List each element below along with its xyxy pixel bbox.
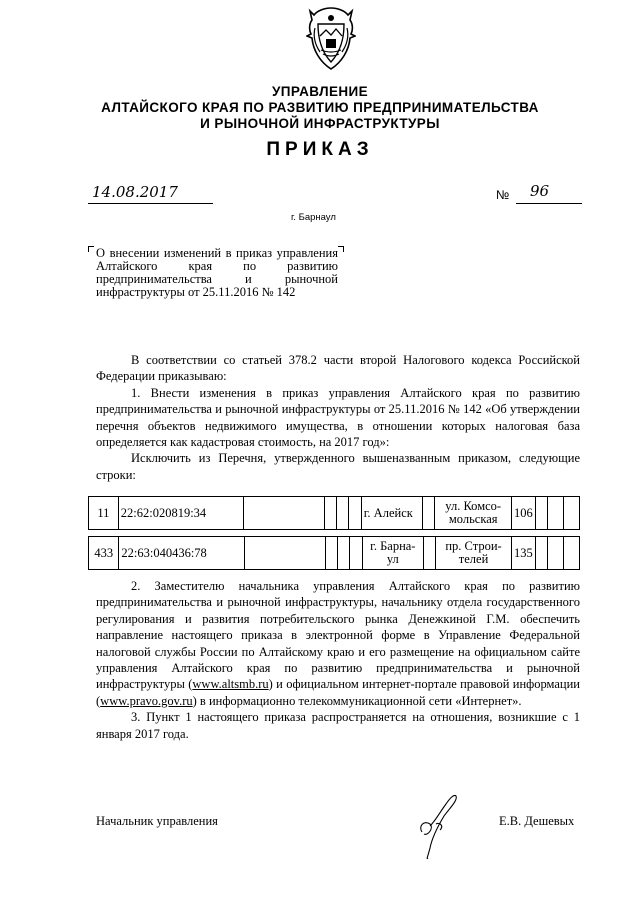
handwritten-signature <box>400 786 480 866</box>
empty-cell <box>423 537 435 570</box>
city-cell: г. Алейск <box>361 497 422 530</box>
empty-cell <box>244 497 325 530</box>
empty-cell <box>324 497 336 530</box>
table-row <box>89 497 580 530</box>
document-type-title: ПРИКАЗ <box>266 139 374 160</box>
date-underline <box>88 203 213 204</box>
empty-cell <box>349 497 361 530</box>
empty-cell <box>350 537 362 570</box>
document-number: 96 <box>530 182 550 200</box>
excluded-row-table-2 <box>88 536 580 570</box>
intro-paragraph: В соответствии со статьей 378.2 части второй Налогового кодекса Российской Федерации приказываю: <box>96 353 580 384</box>
body-items-block <box>96 578 580 742</box>
empty-cell <box>338 537 350 570</box>
empty-cell <box>548 497 564 530</box>
house-cell: 106 <box>512 497 536 530</box>
empty-cell <box>325 537 337 570</box>
exclude-paragraph: Исключить из Перечня, утвержденного вышеназванным приказом, следующие строки: <box>96 451 580 482</box>
number-underline <box>516 203 582 204</box>
empty-cell <box>564 497 580 530</box>
empty-cell <box>535 497 547 530</box>
table-row <box>89 537 580 570</box>
city-cell: г. Барна- ул <box>362 537 423 570</box>
empty-cell <box>337 497 349 530</box>
number-label: № <box>496 188 510 202</box>
item-1-paragraph: 1. Внести изменения в приказ управления Алтайского края по развитию предпринимательства и рыночной инфраструктуры от 25.11.2016 № 142 «Об утверждении перечня объектов недвижимого имущества, в отношении которых налоговая база определяется как кадастровая стоимость, на 2017 год»: <box>96 385 580 450</box>
header-line-3: И РЫНОЧНОЙ ИНФРАСТРУКТУРЫ <box>200 116 440 131</box>
subject-corner-left <box>88 246 94 252</box>
empty-cell <box>563 537 579 570</box>
pravo-link[interactable]: www.pravo.gov.ru <box>100 693 193 708</box>
document-date: 14.08.2017 <box>92 183 178 201</box>
cadastral-number-cell: 22:63:040436:78 <box>119 537 245 570</box>
signatory-name: Е.В. Дешевых <box>499 814 575 828</box>
subject-corner-right <box>338 246 344 252</box>
row-number-cell: 11 <box>89 497 119 530</box>
empty-cell <box>245 537 326 570</box>
body-intro-block <box>96 352 580 483</box>
item-2-paragraph: 2. Заместителю начальника управления Алтайского края по развитию предпринимательства и рыночной инфраструктуры, начальнику отдела государственного регулирования и развития потребительского рынка Денежкиной Г.М. обеспечить направление настоящего приказа в электронной форме в Управление Федеральной налоговой службы России по Алтайскому краю и его размещение на официальном сайте управления Алтайского края по развитию предпринимательства и рыночной инфраструктуры (www.altsmb.ru) и официальном интернет-портале правовой информации (www.pravo.gov.ru) в информационно телекоммуникационной сети «Интернет». <box>96 579 580 708</box>
altsmb-link[interactable]: www.altsmb.ru <box>192 677 269 692</box>
street-cell: ул. Комсо- мольская <box>435 497 512 530</box>
cadastral-number-cell: 22:62:020819:34 <box>118 497 244 530</box>
excluded-row-table-1 <box>88 496 580 530</box>
city-label: г. Барнаул <box>291 212 336 223</box>
coat-of-arms-emblem <box>306 6 356 72</box>
signatory-position: Начальник управления <box>96 814 218 828</box>
house-cell: 135 <box>511 537 535 570</box>
empty-cell <box>547 537 563 570</box>
header-line-2: АЛТАЙСКОГО КРАЯ ПО РАЗВИТИЮ ПРЕДПРИНИМАТЕЛЬСТВА <box>101 100 539 115</box>
empty-cell <box>423 497 435 530</box>
order-subject: О внесении изменений в приказ управления Алтайского края по развитию предпринимательства и рыночной инфраструктуры от 25.11.2016 № 142 <box>96 246 338 299</box>
street-cell: пр. Строи- телей <box>436 537 512 570</box>
row-number-cell: 433 <box>89 537 119 570</box>
header-line-1: УПРАВЛЕНИЕ <box>271 84 368 99</box>
empty-cell <box>535 537 547 570</box>
item-3-paragraph: 3. Пункт 1 настоящего приказа распространяется на отношения, возникшие с 1 января 2017 года. <box>96 710 580 741</box>
